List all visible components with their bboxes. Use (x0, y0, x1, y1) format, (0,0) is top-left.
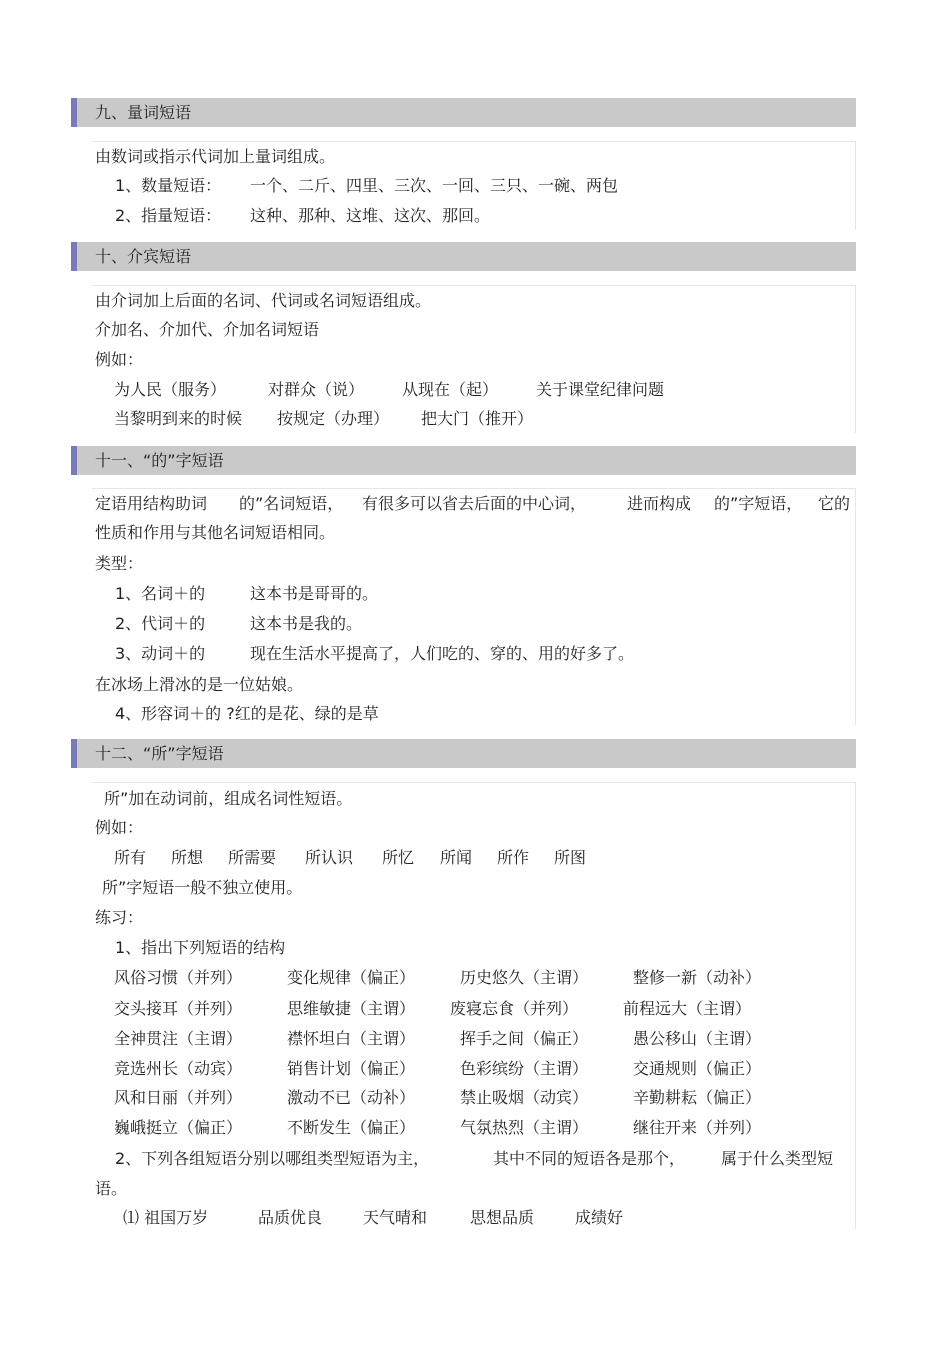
exercise-phrase: 品质优良 (258, 1208, 323, 1227)
section-header-12 (71, 739, 856, 768)
section-accent-bar (71, 739, 77, 768)
paragraph: 练习： (95, 908, 144, 927)
item-label: 2、指量短语： (115, 206, 222, 225)
paragraph: 由介词加上后面的名词、代词或名词短语组成。 (95, 291, 432, 310)
section-accent-bar (71, 446, 77, 475)
item-text: 这本书是我的。 (250, 614, 363, 633)
section-title: 十二、“所”字短语 (95, 744, 224, 763)
example-phrase: 从现在（起） (402, 380, 499, 399)
exercise-phrase: 交头接耳（并列） (114, 999, 243, 1018)
item-label: 3、动词＋的 (115, 644, 206, 663)
section-title: 十一、“的”字短语 (95, 451, 224, 470)
example-phrase: 关于课堂纪律问题 (536, 380, 665, 399)
paragraph: 介加名、介加代、介加名词短语 (95, 320, 320, 339)
exercise-phrase: ⑴ 祖国万岁 (123, 1208, 209, 1227)
exercise-phrase: 禁止吸烟（动宾） (460, 1088, 589, 1107)
exercise-phrase: 思维敏捷（主谓） (287, 999, 416, 1018)
text-run: 它的 (818, 494, 851, 513)
exercise-phrase: 继往开来（并列） (633, 1118, 762, 1137)
exercise-phrase: 废寝忘食（并列） (450, 999, 579, 1018)
example-word: 所想 (171, 848, 204, 867)
item-text: 这本书是哥哥的。 (250, 584, 379, 603)
paragraph: 例如： (95, 350, 144, 369)
exercise-phrase: 变化规律（偏正） (287, 968, 416, 987)
text-run: 其中不同的短语各是那个， (493, 1149, 686, 1168)
section-header-9 (71, 98, 856, 127)
text-run: 的”字短语， (714, 494, 803, 513)
item-text: 这种、那种、这堆、这次、那回。 (250, 206, 491, 225)
exercise-phrase: 历史悠久（主谓） (460, 968, 589, 987)
paragraph: 类型： (95, 554, 144, 573)
item-text: 4、形容词＋的 ?红的是花、绿的是草 (115, 704, 379, 723)
section-accent-bar (71, 98, 77, 127)
paragraph: 所”字短语一般不独立使用。 (102, 878, 303, 897)
exercise-phrase: 交通规则（偏正） (633, 1059, 762, 1078)
example-phrase: 对群众（说） (268, 380, 365, 399)
exercise-phrase: 风俗习惯（并列） (114, 968, 243, 987)
example-phrase: 把大门（推开） (421, 409, 534, 428)
example-phrase: 当黎明到来的时候 (114, 409, 243, 428)
exercise-phrase: 成绩好 (575, 1208, 624, 1227)
exercise-phrase: 不断发生（偏正） (287, 1118, 416, 1137)
section-accent-bar (71, 242, 77, 271)
exercise-phrase: 思想品质 (470, 1208, 535, 1227)
paragraph: 例如： (95, 818, 144, 837)
example-word: 所作 (497, 848, 530, 867)
exercise-phrase: 整修一新（动补） (633, 968, 762, 987)
example-word: 所认识 (305, 848, 354, 867)
paragraph: 性质和作用与其他名词短语相同。 (95, 523, 336, 542)
text-run: 的”名词短语， (239, 494, 344, 513)
exercise-phrase: 全神贯注（主谓） (114, 1029, 243, 1048)
section-header-10 (71, 242, 856, 271)
exercise-phrase: 竞选州长（动宾） (114, 1059, 243, 1078)
example-word: 所有 (114, 848, 147, 867)
exercise-phrase: 挥手之间（偏正） (460, 1029, 589, 1048)
text-run: 定语用结构助词 (95, 494, 208, 513)
exercise-phrase: 愚公移山（主谓） (633, 1029, 762, 1048)
exercise-phrase: 前程远大（主谓） (623, 999, 752, 1018)
item-text: 现在生活水平提高了，人们吃的、穿的、用的好多了。 (250, 644, 635, 663)
paragraph: 在冰场上滑冰的是一位姑娘。 (95, 675, 304, 694)
exercise-phrase: 销售计划（偏正） (287, 1059, 416, 1078)
text-run: 属于什么类型短 (721, 1149, 834, 1168)
exercise-phrase: 巍峨挺立（偏正） (114, 1118, 243, 1137)
item-text: 一个、二斤、四里、三次、一回、三只、一碗、两包 (250, 176, 619, 195)
example-word: 所图 (554, 848, 587, 867)
exercise-phrase: 天气晴和 (363, 1208, 428, 1227)
exercise-phrase: 激动不已（动补） (287, 1088, 416, 1107)
example-phrase: 为人民（服务） (114, 380, 227, 399)
exercise-phrase: 气氛热烈（主谓） (460, 1118, 589, 1137)
text-run: 有很多可以省去后面的中心词， (362, 494, 587, 513)
section-header-11 (71, 446, 856, 475)
example-word: 所忆 (382, 848, 415, 867)
paragraph: 所”加在动词前，组成名词性短语。 (104, 789, 353, 808)
exercise-phrase: 辛勤耕耘（偏正） (633, 1088, 762, 1107)
text-run: 进而构成 (627, 494, 692, 513)
exercise-phrase: 色彩缤纷（主谓） (460, 1059, 589, 1078)
example-word: 所闻 (440, 848, 473, 867)
section-title: 十、介宾短语 (95, 247, 192, 266)
item-label: 1、名词＋的 (115, 584, 206, 603)
example-phrase: 按规定（办理） (277, 409, 390, 428)
text-run: 2、下列各组短语分别以哪组类型短语为主， (115, 1149, 430, 1168)
exercise-phrase: 风和日丽（并列） (114, 1088, 243, 1107)
question: 1、指出下列短语的结构 (115, 938, 286, 957)
section-title: 九、量词短语 (95, 103, 192, 122)
example-word: 所需要 (228, 848, 277, 867)
item-label: 2、代词＋的 (115, 614, 206, 633)
item-label: 1、数量短语： (115, 176, 222, 195)
question-continuation: 语。 (95, 1179, 128, 1198)
paragraph: 由数词或指示代词加上量词组成。 (95, 147, 336, 166)
exercise-phrase: 襟怀坦白（主谓） (287, 1029, 416, 1048)
